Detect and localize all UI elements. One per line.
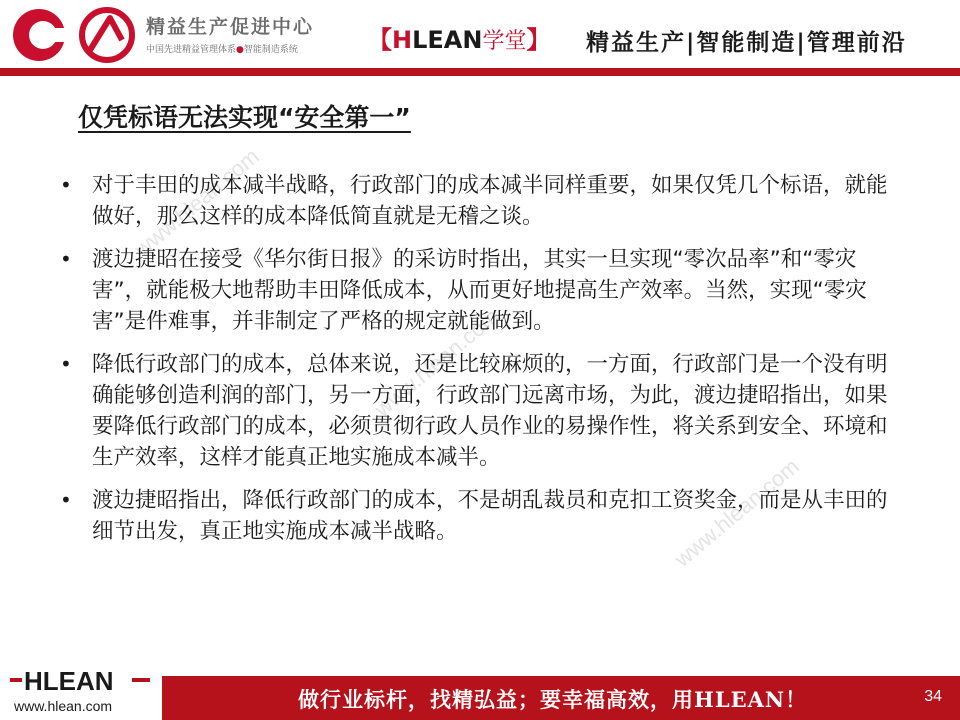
bullet-list — [58, 170, 918, 559]
footer-bar — [162, 676, 960, 720]
header-divider — [0, 68, 960, 76]
bullet-text: 渡边捷昭指出，降低行政部门的成本，不是胡乱裁员和克扣工资奖金，而是从丰田的细节出发，真正地实施成本减半战略。 — [92, 488, 888, 544]
hlean-logo-icon — [10, 6, 138, 64]
list-item — [58, 485, 918, 547]
page-number: 34 — [924, 688, 942, 705]
svg-text:HLEAN: HLEAN — [24, 666, 114, 694]
list-item — [58, 170, 918, 232]
brand-title: 精益生产促进中心 — [146, 16, 315, 38]
bullet-icon: • — [60, 352, 72, 376]
bullet-icon: • — [60, 173, 72, 197]
header-slogan: 精益生产|智能制造|管理前沿 — [586, 30, 907, 56]
footer-url: www.hlean.com — [14, 698, 113, 714]
slide-title: 仅凭标语无法实现“安全第一” — [78, 103, 411, 132]
brand-subtitle: 中国先进精益管理体系●智能制造系统 — [146, 45, 298, 55]
list-item — [58, 349, 918, 473]
bullet-text: 渡边捷昭在接受《华尔街日报》的采访时指出，其实一旦实现“零次品率”和“零灾害”，就能极大地帮助丰田降低成本，从而更好地提高生产效率。当然，实现“零灾害”是件难事，并非制定了严格的规定就能做到。 — [92, 247, 867, 334]
watermark: www.hlean.com — [369, 303, 504, 422]
bullet-icon: • — [60, 247, 72, 271]
bullet-text: 降低行政部门的成本，总体来说，还是比较麻烦的，一方面，行政部门是一个没有明确能够创造利润的部门，另一方面，行政部门远离市场，为此，渡边捷昭指出，如果要降低行政部门的成本，必须贯彻行政人员作业的易操作性，将关系到安全、环境和生产效率，这样才能真正地实施成本减半。 — [92, 352, 888, 470]
bullet-icon: • — [60, 488, 72, 512]
hlean-academy-tag: 【HLEAN学堂】 — [368, 26, 551, 54]
footer-slogan: 做行业标杆，找精弘益；要幸福高效，用HLEAN！ — [298, 687, 808, 712]
list-item — [58, 244, 918, 337]
footer-logo — [10, 666, 150, 694]
watermark: www.hlean.com — [669, 453, 804, 572]
watermark: www.hlean.com — [129, 143, 264, 262]
slide-header — [0, 0, 960, 78]
bullet-text: 对于丰田的成本减半战略，行政部门的成本减半同样重要，如果仅凭几个标语，就能做好，那么这样的成本降低简直就是无稽之谈。 — [92, 173, 888, 229]
